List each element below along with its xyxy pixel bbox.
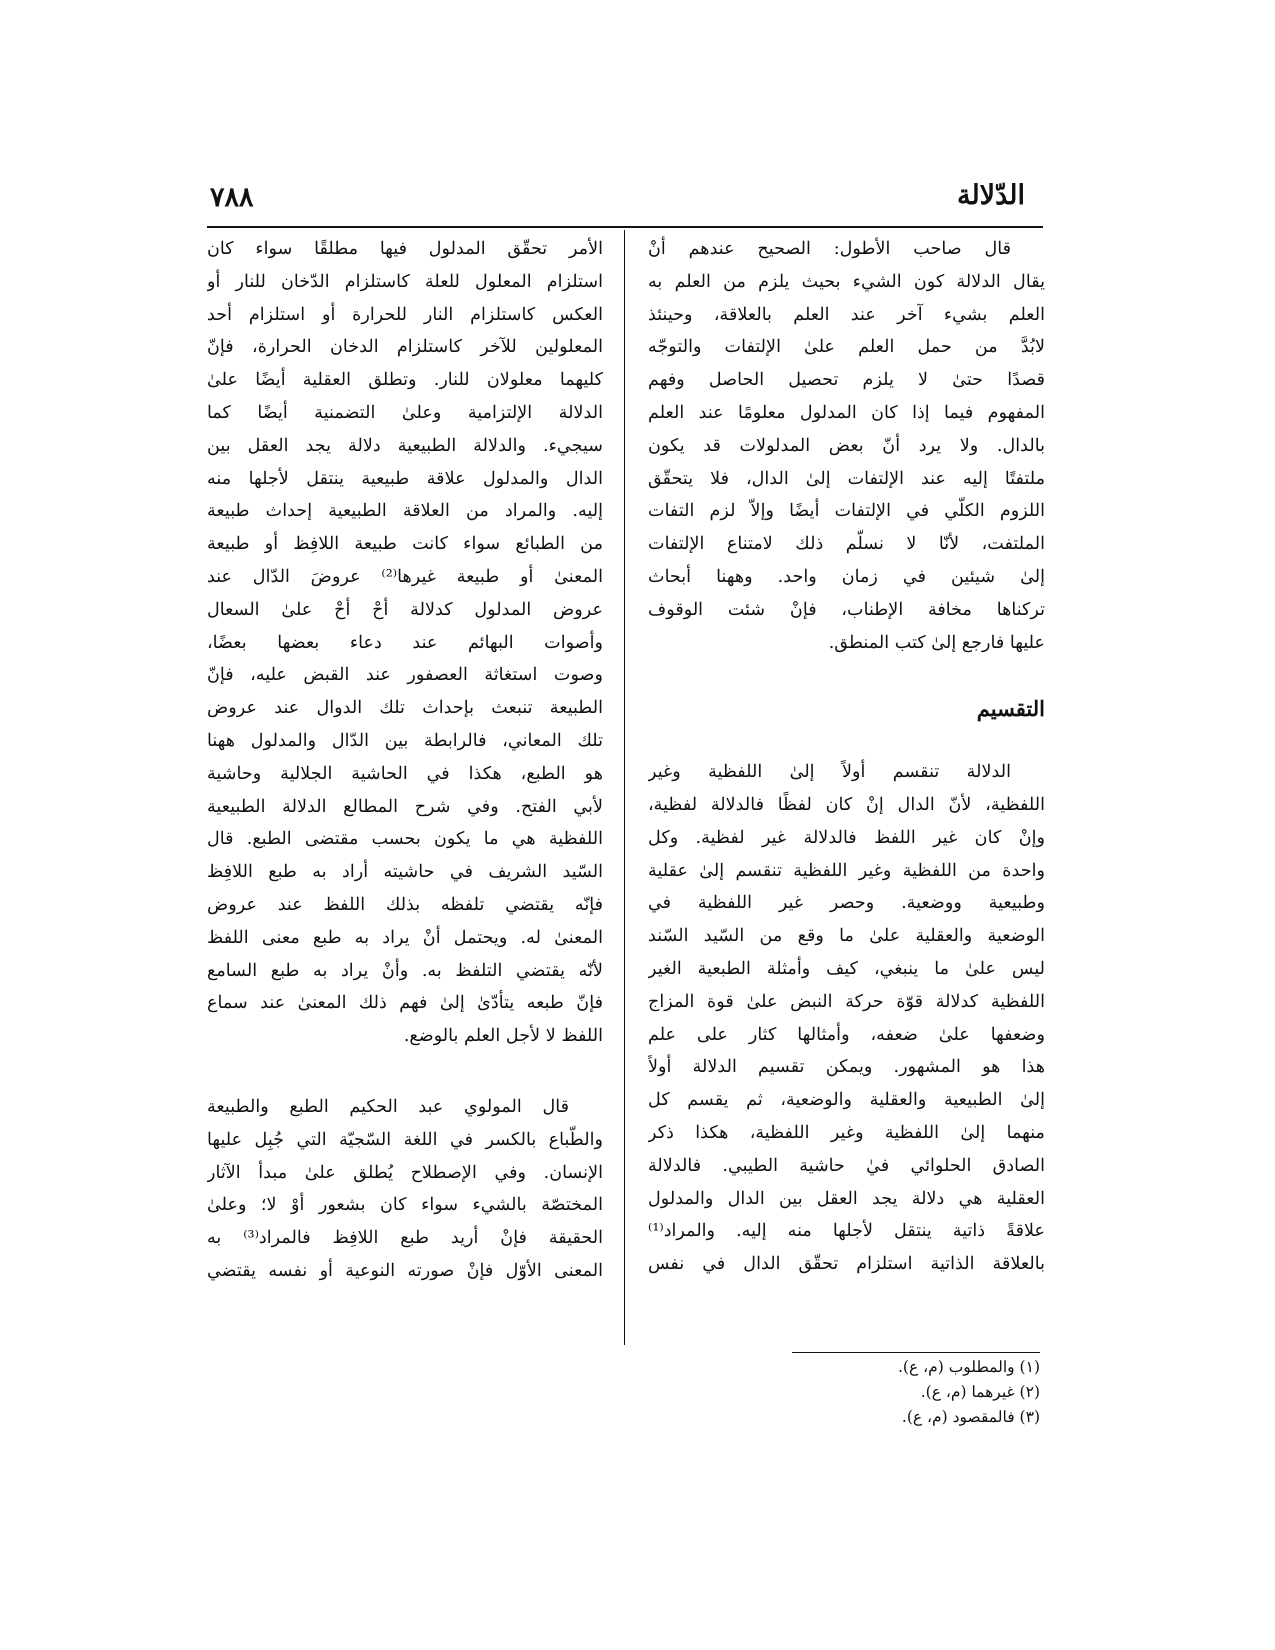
text-line: سيجيء. والدلالة الطبيعية دلالة يجد العقل بين bbox=[207, 435, 603, 456]
paragraph-continuation bbox=[207, 233, 603, 1053]
right-column bbox=[648, 233, 1045, 1281]
text-line: اللزوم الكلّي في الإلتفات أيضًا وإلاّ لزم التفات bbox=[648, 501, 1045, 522]
paragraph-gap bbox=[207, 1053, 603, 1091]
text-line: الأمر تحقّق المدلول فيها مطلقًا سواء كان bbox=[207, 239, 603, 259]
text-line: الصادق الحلوائي فيٰ حاشية الطيبي. فالدلالة bbox=[648, 1155, 1045, 1176]
text-line: ليس علىٰ ما ينبغي، كيف وأمثلة الطبعية الغير bbox=[648, 958, 1045, 979]
footnote-item: (٣) فالمقصود (م، ع). bbox=[901, 1408, 1040, 1426]
text-line: لابُدَّ من حمل العلم علىٰ الإلتفات والتوجّه bbox=[648, 337, 1045, 358]
page-number: ٧٨٨ bbox=[210, 182, 254, 213]
footnote-item: (٢) غيرهما (م، ع). bbox=[920, 1383, 1040, 1401]
left-column bbox=[207, 233, 603, 1288]
text-line: ملتفتًا إليه عند الإلتفات إلىٰ الدال، فلا يتحقّق bbox=[648, 468, 1045, 489]
text-line: قال صاحب الأطول: الصحيح عندهم أنْ bbox=[648, 239, 1011, 259]
text-line: منهما إلىٰ اللفظية وغير اللفظية، هكذا ذكر bbox=[648, 1122, 1045, 1143]
text-line: وضعفها علىٰ ضعفه، وأمثالها كثار على علم bbox=[648, 1024, 1045, 1045]
footnotes bbox=[898, 1355, 1040, 1430]
text-line: الدال والمدلول علاقة طبيعية ينتقل لأجلها منه bbox=[207, 468, 603, 489]
text-line: المعلولين للآخر كاستلزام الدخان الحرارة، فإنّ bbox=[207, 337, 603, 358]
paragraph-definition bbox=[648, 233, 1045, 659]
text-line: إلىٰ شيئين في زمان واحد. وههنا أبحاث bbox=[648, 566, 1045, 587]
text-line: السّيد الشريف في حاشيته أراد به طبع اللافِظ bbox=[207, 862, 603, 883]
header-divider bbox=[207, 226, 1043, 228]
text-line: إلىٰ الطبيعية والعقلية والوضعية، ثم يقسم كل bbox=[648, 1090, 1045, 1111]
text-line: لأنّه يقتضي التلفظ به. وأنْ يراد به طبع السامع bbox=[207, 960, 603, 981]
text-line: الدلالة الإلتزامية وعلىٰ التضمنية أيضًا كما bbox=[207, 402, 603, 423]
text-line: اللفظية هي ما يكون بحسب مقتضى الطبع. قال bbox=[207, 829, 603, 850]
text-line: الوضعية والعقلية علىٰ ما وقع من السّيد السّند bbox=[648, 926, 1045, 947]
footnote-item: (١) والمطلوب (م، ع). bbox=[897, 1358, 1040, 1376]
text-line: فإنّه يقتضي تلفظه بذلك اللفظ عند عروض bbox=[207, 894, 603, 915]
text-line: استلزام المعلول للعلة كاستلزام الدّخان للنار أو bbox=[207, 271, 603, 292]
column-divider bbox=[624, 230, 625, 1345]
text-line: كليهما معلولان للنار. وتطلق العقلية أيضًا علىٰ bbox=[207, 370, 603, 391]
text-line: وأصوات البهائم عند دعاء بعضها بعضًا، bbox=[207, 632, 603, 653]
text-line: تلك المعاني، فالرابطة بين الدّال والمدلول ههنا bbox=[207, 730, 603, 751]
text-line: المفهوم فيما إذا كان المدلول معلومًا عند العلم bbox=[648, 402, 1045, 423]
text-line: المعنىٰ أو طبيعة غيرها⁽²⁾ عروضَ الدّال عند bbox=[207, 566, 603, 587]
section-heading: التقسيم bbox=[976, 696, 1045, 722]
text-line: هو الطبع، هكذا في الحاشية الجلالية وحاشية bbox=[207, 763, 603, 784]
text-line: عليها فارجع إلىٰ كتب المنطق. bbox=[828, 632, 1045, 653]
text-line: يقال الدلالة كون الشيء بحيث يلزم من العلم به bbox=[648, 271, 1045, 292]
text-line: قصدًا حتىٰ لا يلزم تحصيل الحاصل وفهم bbox=[648, 370, 1045, 391]
text-line: اللفظية، لأنّ الدال إنْ كان لفظًا فالدلالة لفظية، bbox=[648, 794, 1045, 815]
text-line: قال المولوي عبد الحكيم الطبع والطبيعة bbox=[207, 1096, 569, 1117]
text-line: علاقةً ذاتية ينتقل لأجلها منه إليه. والمراد⁽¹⁾ bbox=[648, 1221, 1045, 1242]
text-line: اللفظ لا لأجل العلم بالوضع. bbox=[403, 1026, 603, 1047]
text-line: الطبيعة تنبعث بإحداث تلك الدوال عند عروض bbox=[207, 698, 603, 719]
text-line: العكس كاستلزام النار للحرارة أو استلزام أحد bbox=[207, 304, 603, 325]
text-line: المعنىٰ له. ويحتمل أنْ يراد به طبع معنى اللفظ bbox=[207, 927, 603, 948]
text-line: العلم بشيء آخر عند العلم بالعلاقة، وحينئذ bbox=[648, 304, 1045, 325]
text-line: والطّباع بالكسر في اللغة السّجيّة التي جُبِل عليها bbox=[207, 1129, 603, 1150]
text-line: بالعلاقة الذاتية استلزام تحقّق الدال في نفس bbox=[648, 1254, 1045, 1275]
text-line: الإنسان. وفي الإصطلاح يُطلق علىٰ مبدأ الآثار bbox=[207, 1162, 603, 1183]
text-line: عروض المدلول كدلالة أحْ أحْ علىٰ السعال bbox=[207, 599, 603, 620]
text-line: لأبي الفتح. وفي شرح المطالع الدلالة الطبيعية bbox=[207, 796, 603, 817]
paragraph-tabaa bbox=[207, 1091, 603, 1288]
text-line: وطبيعية ووضعية. وحصر غير اللفظية في bbox=[648, 893, 1045, 914]
page-title: الدّلالة bbox=[956, 180, 1025, 211]
text-line: المختصّة بالشيء سواء كان بشعور أوْ لا؛ وعلىٰ bbox=[207, 1195, 603, 1216]
text-line: وإنْ كان غير اللفظ فالدلالة غير لفظية. وكل bbox=[648, 827, 1045, 848]
text-line: هذا هو المشهور. ويمكن تقسيم الدلالة أولاً bbox=[648, 1057, 1045, 1078]
footnote-divider bbox=[792, 1352, 1040, 1353]
text-line: من الطبائع سواء كانت طبيعة اللافِظ أو طبيعة bbox=[207, 534, 603, 555]
text-line: واحدة من اللفظية وغير اللفظية تنقسم إلىٰ عقلية bbox=[648, 860, 1045, 881]
paragraph-division bbox=[648, 756, 1045, 1281]
text-line: المعنى الأوّل فإنْ صورته النوعية أو نفسه يقتضي bbox=[207, 1260, 603, 1281]
text-line: اللفظية كدلالة قوّة حركة النبض علىٰ قوة المزاج bbox=[648, 991, 1045, 1012]
text-line: بالدال. ولا يرد أنّ بعض المدلولات قد يكون bbox=[648, 435, 1045, 456]
text-line: الملتفت، لأنّا لا نسلّم ذلك لامتناع الإلتفات bbox=[648, 534, 1045, 555]
text-line: فإنّ طبعه يتأدّىٰ إلىٰ فهم ذلك المعنىٰ عند سماع bbox=[207, 993, 603, 1014]
text-line: تركناها مخافة الإطناب، فإنْ شئت الوقوف bbox=[648, 599, 1045, 620]
text-line: العقلية هي دلالة يجد العقل بين الدال والمدلول bbox=[648, 1188, 1045, 1209]
text-line: الدلالة تنقسم أولاً إلىٰ اللفظية وغير bbox=[648, 762, 1011, 783]
text-line: إليه. والمراد من العلاقة الطبيعية إحداث طبيعة bbox=[207, 501, 603, 522]
text-line: وصوت استغاثة العصفور عند القبض عليه، فإنّ bbox=[207, 665, 603, 686]
text-line: الحقيقة فإنْ أريد طبع اللافِظ فالمراد⁽³⁾ به bbox=[207, 1228, 603, 1249]
